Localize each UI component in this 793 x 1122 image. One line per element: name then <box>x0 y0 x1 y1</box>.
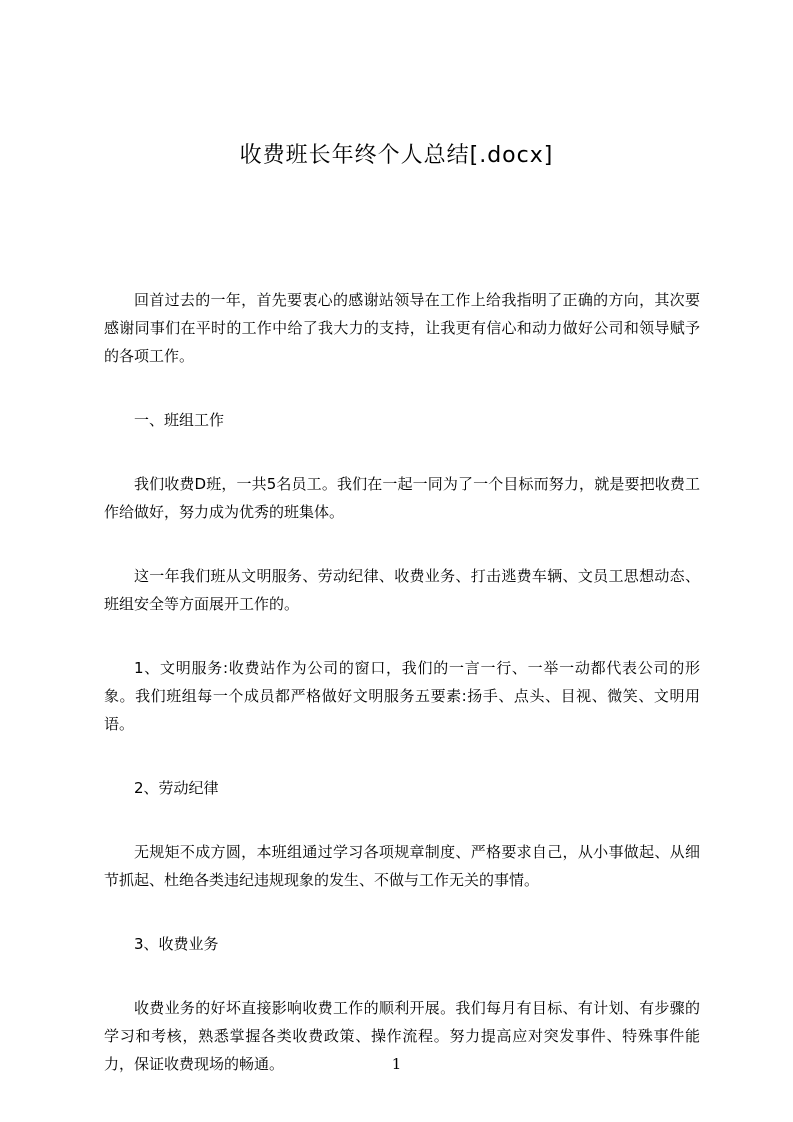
paragraph-intro: 回首过去的一年，首先要衷心的感谢站领导在工作上给我指明了正确的方向，其次要感谢同事们在平时的工作中给了我大力的支持，让我更有信心和动力做好公司和领导赋予的各项工作。 <box>104 291 700 365</box>
section-heading-labor-discipline: 2、劳动纪律 <box>134 779 219 797</box>
page-number: 1 <box>391 1055 402 1073</box>
paragraph-civilized-service: 1、文明服务:收费站作为公司的窗口，我们的一言一行、一举一动都代表公司的形象。我们班组每一个成员都严格做好文明服务五要素:扬手、点头、目视、微笑、文明用语。 <box>104 659 700 733</box>
paragraph-team-members: 我们收费D班，一共5名员工。我们在一起一同为了一个目标而努力，就是要把收费工作给做好，努力成为优秀的班集体。 <box>104 475 700 521</box>
document-body <box>104 286 700 1078</box>
document-title: 收费班长年终个人总结[.docx] <box>239 143 554 168</box>
section-heading-toll-business: 3、收费业务 <box>134 935 219 953</box>
section-heading-team-work: 一、班组工作 <box>134 411 225 429</box>
paragraph-work-areas: 这一年我们班从文明服务、劳动纪律、收费业务、打击逃费车辆、文员工思想动态、班组安全等方面展开工作的。 <box>104 567 700 613</box>
paragraph-labor-discipline: 无规矩不成方圆，本班组通过学习各项规章制度、严格要求自己，从小事做起、从细节抓起、杜绝各类违纪违规现象的发生、不做与工作无关的事情。 <box>104 843 700 889</box>
paragraph-toll-business: 收费业务的好坏直接影响收费工作的顺利开展。我们每月有目标、有计划、有步骤的学习和考核，熟悉掌握各类收费政策、操作流程。努力提高应对突发事件、特殊事件能力，保证收费现场的畅通。 <box>104 999 700 1073</box>
